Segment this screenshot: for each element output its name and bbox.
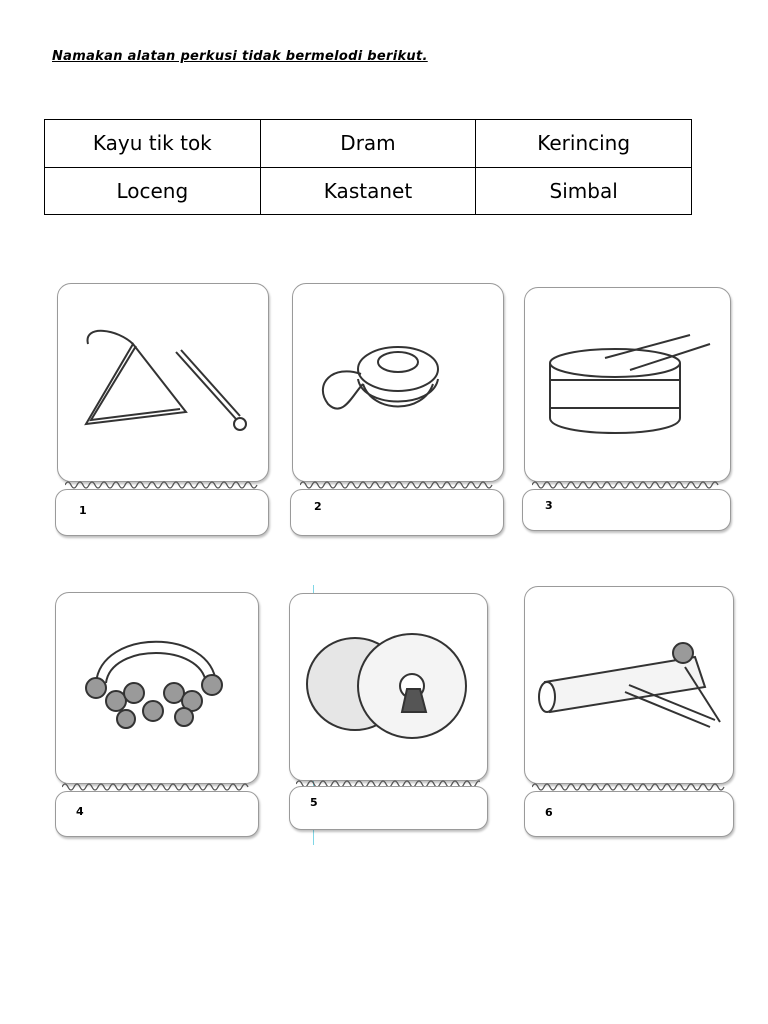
answer-box-4[interactable]	[55, 791, 259, 837]
picture-frame	[292, 283, 504, 482]
wood-block-icon	[525, 587, 733, 783]
card-number: 3	[545, 499, 553, 512]
jingle-bells-icon	[56, 593, 258, 783]
word-bank-cell: Kayu tik tok	[45, 120, 261, 168]
word-bank-cell: Simbal	[476, 167, 692, 215]
answer-box-5[interactable]	[289, 786, 488, 830]
word-bank-cell: Kerincing	[476, 120, 692, 168]
card-number: 2	[314, 500, 322, 513]
answer-box-3[interactable]	[522, 489, 731, 531]
word-bank-row	[45, 120, 692, 168]
drum-icon	[525, 288, 730, 481]
picture-frame	[524, 287, 731, 482]
card-number: 5	[310, 796, 318, 809]
cymbals-icon	[290, 594, 487, 780]
word-bank-table	[44, 119, 692, 215]
word-bank-cell: Kastanet	[260, 167, 476, 215]
answer-box-6[interactable]	[524, 791, 734, 837]
card-number: 1	[79, 504, 87, 517]
triangle-icon	[58, 284, 268, 481]
picture-frame	[55, 592, 259, 784]
card-number: 4	[76, 805, 84, 818]
castanet-icon	[293, 284, 503, 481]
answer-box-1[interactable]	[55, 489, 269, 536]
word-bank-cell: Dram	[260, 120, 476, 168]
picture-frame	[289, 593, 488, 781]
word-bank-cell: Loceng	[45, 167, 261, 215]
answer-box-2[interactable]	[290, 489, 504, 536]
picture-frame	[524, 586, 734, 784]
card-number: 6	[545, 806, 553, 819]
worksheet-instruction: Namakan alatan perkusi tidak bermelodi berikut.	[52, 49, 428, 64]
picture-frame	[57, 283, 269, 482]
word-bank-row	[45, 167, 692, 215]
